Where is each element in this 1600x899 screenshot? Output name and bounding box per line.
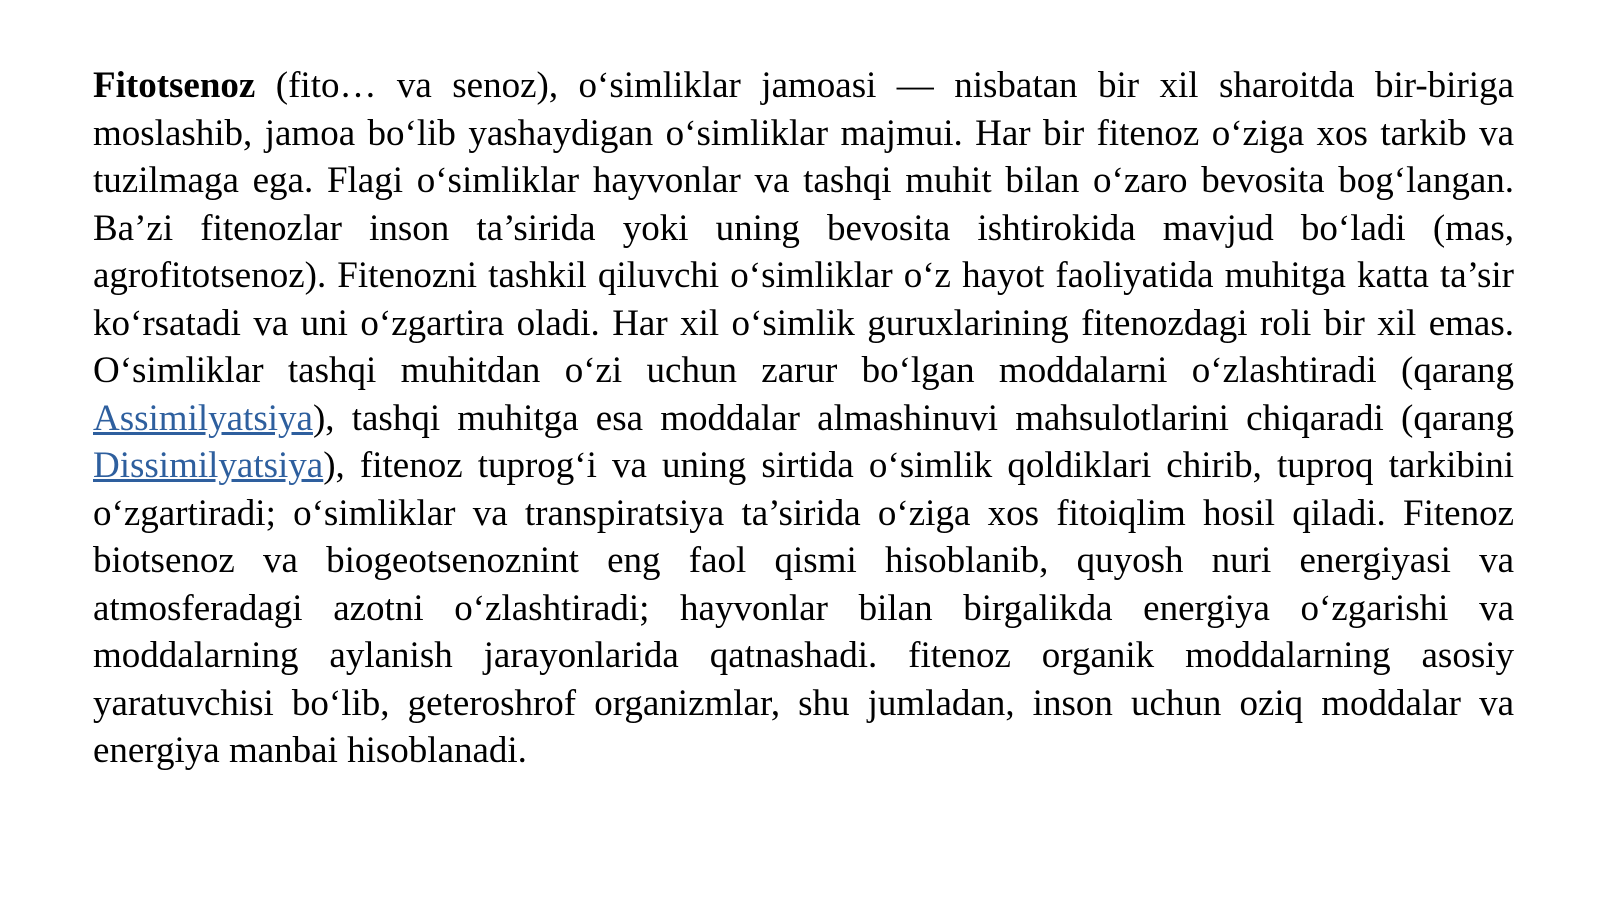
link-dissimilyatsiya[interactable]: Dissimilyatsiya	[93, 445, 324, 486]
article-term: Fitotsenoz	[93, 65, 256, 106]
text-segment-1: (fito… va senoz), o‘simliklar jamoasi — nisbatan bir xil sharoitda bir-biriga moslashib, jamoa bo‘lib yashaydigan o‘simliklar majmui. Har bir fitenoz o‘ziga xos tarkib va tuzilmaga ega. Flagi o‘simliklar hayvonlar va tashqi muhit bilan o‘zaro bevosita bog‘langan. Ba’zi fitenozlar inson ta’sirida yoki uning bevosita ishtirokida mavjud bo‘ladi (mas, agrofitotsenoz). Fitenozni tashkil qiluvchi o‘simliklar o‘z hayot faoliyatida muhitga katta ta’sir ko‘rsatadi va uni o‘zgartira oladi. Har xil o‘simlik guruxlarining fitenozdagi roli bir xil emas. O‘simliklar tashqi muhitdan o‘zi uchun zarur bo‘lgan moddalarni o‘zlashtiradi (qarang	[93, 65, 1514, 391]
text-segment-2: ), tashqi muhitga esa moddalar almashinuvi mahsulotlarini chiqaradi (qarang	[312, 397, 1514, 439]
text-segment-3: ), fitenoz tuprog‘i va uning sirtida o‘simlik qoldiklari chirib, tuproq tarkibini o‘zgartiradi; o‘simliklar va transpiratsiya ta’sirida o‘ziga xos fitoiqlim hosil qiladi. Fitenoz biotsenoz va biogeotsenoznint eng faol qismi hisoblanib, quyosh nuri energiyasi va atmosferadagi azotni o‘zlashtiradi; hayvonlar bilan birgalikda energiya o‘zgarishi va moddalarning aylanish jarayonlarida qatnashadi. fitenoz organik moddalarning asosiy yaratuvchisi bo‘lib, geteroshrof organizmlar, shu jumladan, inson uchun oziq moddalar va energiya manbai hisoblanadi.	[93, 445, 1514, 771]
article-paragraph	[93, 62, 1514, 775]
link-assimilyatsiya[interactable]: Assimilyatsiya	[93, 397, 313, 439]
